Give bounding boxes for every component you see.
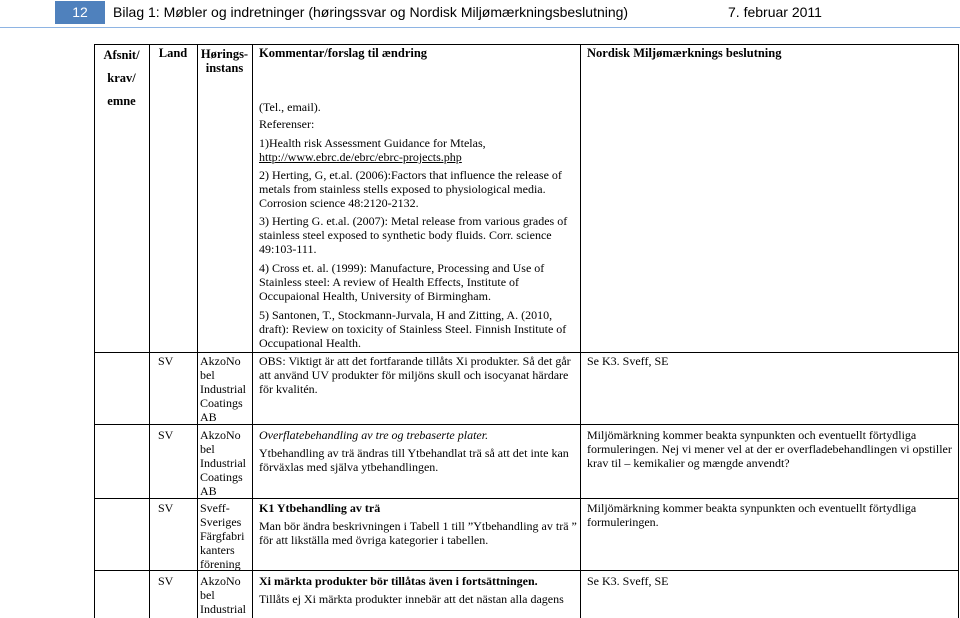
row-1-decision: Se K3. Sveff, SE <box>587 354 669 368</box>
row-1-land: SV <box>158 354 174 368</box>
header-land: Land <box>158 46 188 60</box>
page-header <box>0 0 960 28</box>
row-3-instans: Sveff- Sveriges Färgfabri kanters förening <box>200 501 245 571</box>
list-item: 1)Health risk Assessment Guidance for Mtelas, <box>259 136 486 150</box>
row-4-comment: Xi märkta produkter bör tillåtas även i fortsättningen. Tillåts ej Xi märkta produkter innebär att det nästan alla dagens <box>259 574 577 606</box>
list-item: stainless steel exposed to synthetic body fluids. Corr. science <box>259 228 552 242</box>
row-1-instans: AkzoNo bel Industrial Coatings AB <box>200 354 246 424</box>
row-3-decision: Miljömärkning kommer beakta synpunkten och eventuellt förtydliga formuleringen. <box>587 501 917 529</box>
document-title: Bilag 1: Møbler og indretninger (høringssvar og Nordisk Miljømærkningsbeslutning) <box>113 4 629 20</box>
list-item: Occupational Health. <box>259 336 361 350</box>
row-3-comment: K1 Ytbehandling av trä Man bör ändra beskrivningen i Tabell 1 till ”Ytbehandling av trä ” för att likställa med övriga kategorier i tabellen. <box>259 501 577 547</box>
comments-table <box>94 44 959 618</box>
comment-heading: Xi märkta produkter bör tillåtas även i fortsättningen. <box>259 574 538 588</box>
list-item: 49:103-111. <box>259 242 317 256</box>
comment-heading: K1 Ytbehandling av trä <box>259 501 381 515</box>
list-item: Corrosion science 48:2120-2132. <box>259 196 419 210</box>
row-4-decision: Se K3. Sveff, SE <box>587 574 669 588</box>
row-2-instans: AkzoNo bel Industrial Coatings AB <box>200 428 246 498</box>
references-text <box>259 100 577 350</box>
comment-heading: Overflatebehandling av tre og trebaserte plater. <box>259 428 489 442</box>
list-item: 5) Santonen, T., Stockmann-Jurvala, H and Zitting, A. (2010, <box>259 308 553 322</box>
list-item: Occupaional Health, University of Birmingham. <box>259 289 491 303</box>
list-item: draft): Review on toxicity of Stainless Steel. Finnish Institute of <box>259 322 567 336</box>
header-horings: Hørings- instans <box>200 47 249 75</box>
header-beslutning: Nordisk Miljømærknings beslutning <box>587 46 782 60</box>
row-2-comment: Overflatebehandling av tre og trebaserte plater. Ytbehandling av trä ändras till Ytbehandlat trä så att det inte kan förväxlas med själva ytbehandlingen. <box>259 428 577 474</box>
list-item: Referenser: <box>259 117 315 131</box>
row-4-instans: AkzoNo bel Industrial <box>200 574 246 616</box>
list-item: metals from stainless stells exposed to physiological media. <box>259 182 546 196</box>
header-kommentar: Kommentar/forslag til ændring <box>259 46 428 60</box>
row-3-land: SV <box>158 501 174 515</box>
list-item: (Tel., email). <box>259 100 321 114</box>
list-item: 2) Herting, G, et.al. (2006):Factors that influence the release of <box>259 168 562 182</box>
row-1-comment: OBS: Viktigt är att det fortfarande tillåts Xi produkter. Så det går att använd UV produkter för miljöns skull och isocyanat härdare för kvalitén. <box>259 354 571 396</box>
row-2-decision: Miljömärkning kommer beakta synpunkten och eventuellt förtydliga formuleringen. Nej vi mener vel at der er overfladebehandlingen vi opstiller krav til – kemikalier og mængde anvendt? <box>587 428 952 470</box>
list-item: 3) Herting G. et.al. (2007): Metal release from various grades of <box>259 214 568 228</box>
header-afsnit: Afsnit/ krav/ emne <box>103 48 140 108</box>
list-item: 4) Cross et. al. (1999): Manufacture, Processing and Use of <box>259 261 545 275</box>
page-number: 12 <box>55 1 105 24</box>
row-2-land: SV <box>158 428 174 442</box>
row-4-land: SV <box>158 574 174 588</box>
list-item: Stainless steel: A review of Health Effects, Institute of <box>259 275 520 289</box>
document-date: 7. februar 2011 <box>728 4 822 20</box>
reference-link[interactable]: http://www.ebrc.de/ebrc/ebrc-projects.php <box>259 150 462 164</box>
